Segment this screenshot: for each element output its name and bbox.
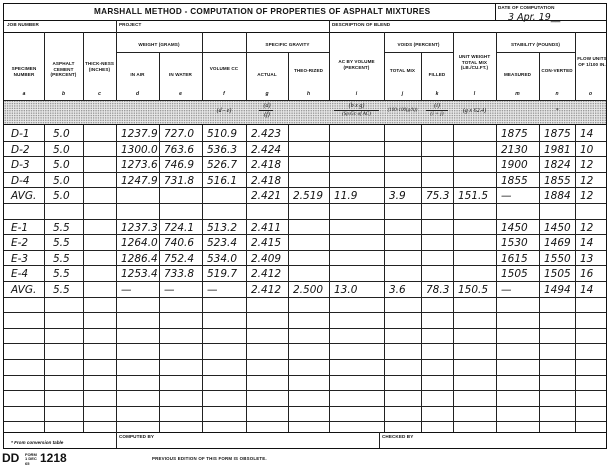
cell-j: 3.6 [389,284,406,296]
cell-n: 1884 [544,190,571,203]
table-row [4,283,606,299]
cell-o: 14 [580,128,594,140]
cell-b: 5.5 [53,268,70,281]
cell-b: 5.0 [53,159,70,172]
cell-m: 1900 [501,159,528,172]
form-small: FORM 1 DEC 65 [25,452,37,466]
cell-a: D-3 [11,159,30,172]
row-divider [4,421,606,422]
header-weight-group: WEIGHT (GRAMS) [138,42,180,47]
divider [116,432,117,448]
group-underline [496,52,575,53]
header-converted: CON-VERTED [541,68,573,73]
column-letter: e [179,91,182,97]
divider [116,20,117,32]
cell-o: 16 [580,268,594,281]
table-row [4,205,606,221]
cell-g: 2.421 [251,190,282,203]
cell-a: E-3 [11,252,29,265]
table-row [4,189,606,205]
cell-b: 5.5 [53,237,70,250]
divider [4,100,606,101]
cell-a: AVG. [11,190,37,203]
cell-e: 752.4 [164,252,195,265]
formula-filled-den: (i + j) [430,111,444,117]
cell-m: 1875 [501,128,528,140]
formula-volume: (d - e) [216,108,232,114]
cell-b: 5.5 [53,221,70,234]
marshall-form [3,3,607,449]
cell-n: 1875 [544,128,571,140]
cell-n: 1450 [544,221,571,234]
divider [4,20,606,21]
formula-ac-den: (Sp.Gr. of AC) [342,112,371,117]
cell-b: 5.0 [53,143,70,156]
cell-o: 12 [580,159,594,172]
row-divider [4,390,606,391]
formula-actual-num: (d) [263,103,271,109]
cell-g: 2.418 [251,159,282,172]
column-letter: l [473,91,476,97]
header-in-air: IN AIR [130,72,145,77]
cell-b: 5.5 [53,284,70,296]
column-letter: h [306,91,311,97]
cell-m: 1505 [501,268,528,281]
header-specimen-number: SPECIMEN NUMBER [11,66,37,77]
cell-m: 1615 [501,252,528,265]
cell-g: 2.424 [251,143,282,156]
table-row [4,267,606,283]
column-letter: f [223,91,225,97]
table-row [4,252,606,268]
cell-a: E-1 [11,221,29,234]
fraction-bar [334,110,379,111]
cell-f: 526.7 [207,159,238,172]
column-letter: i [355,91,358,97]
cell-d: 1273.6 [121,159,158,172]
cell-d: 1286.4 [121,252,158,265]
formula-unit-weight: (g x 62.4) [462,108,487,114]
formula-voids-total: (100-100(g/h)) [387,108,418,113]
table-row [4,174,606,190]
cell-g: 2.409 [251,252,282,265]
cell-g: 2.418 [251,174,282,187]
cell-k: 75.3 [426,190,450,203]
cell-f: 519.7 [207,268,238,281]
cell-b: 5.0 [53,190,70,203]
obsolete-note: PREVIOUS EDITION OF THIS FORM IS OBSOLETE. [152,456,267,461]
blend-label: DESCRIPTION OF BLEND [332,22,391,27]
divider [329,20,330,32]
table-row [4,127,606,143]
column-letter: c [98,91,101,97]
cell-g: 2.423 [251,128,282,140]
cell-b: 5.5 [53,252,70,265]
divider [379,432,380,448]
row-divider [4,406,606,407]
cell-f: 513.2 [207,221,238,234]
group-underline [384,52,453,53]
cell-e: — [164,284,175,296]
group-underline [116,52,246,53]
header-actual: ACTUAL [257,72,277,77]
row-divider [4,359,606,360]
cell-i: 11.9 [334,190,358,203]
column-letter: n [555,91,559,97]
fraction-bar [259,110,273,111]
column-letter: b [61,91,66,97]
date-value[interactable]: 3 Apr. 19__ [508,12,561,23]
checked-by-label: CHECKED BY [382,434,414,439]
header-voids-group: VOIDS (PERCENT) [397,42,440,47]
header-ac-by-volume: AC BY VOLUME (PERCENT) [338,59,375,70]
date-label: DATE OF COMPUTATION [498,5,555,10]
cell-m: — [501,190,512,203]
cell-g: 2.415 [251,237,282,250]
column-letter: o [588,91,593,97]
table-row [4,158,606,174]
cell-e: 731.8 [164,174,195,187]
cell-a: D-2 [11,143,30,156]
cell-i: 13.0 [334,284,358,296]
header-asphalt-cement: ASPHALT CEMENT (PERCENT) [50,61,77,78]
cell-e: 724.1 [164,221,195,234]
cell-f: 516.1 [207,174,238,187]
header-theorized: THEO-RIZED [293,68,324,73]
cell-n: 1505 [544,268,571,281]
header-total-mix: TOTAL MIX [389,68,416,73]
cell-f: 534.0 [207,252,238,265]
cell-e: 733.8 [164,268,195,281]
cell-d: 1237.3 [121,221,158,234]
cell-d: 1247.9 [121,174,158,187]
cell-m: 1450 [501,221,528,234]
cell-m: 1855 [501,174,528,187]
job-number-label: JOB NUMBER [7,22,39,27]
project-label: PROJECT [119,22,142,27]
cell-e: 746.9 [164,159,195,172]
cell-e: 727.0 [164,128,195,140]
cell-n: 1981 [544,143,571,156]
cell-g: 2.412 [251,268,282,281]
formula-actual-den: (f) [264,112,270,118]
row-divider [4,343,606,344]
column-letter: m [515,91,520,97]
cell-j: 3.9 [389,190,406,203]
header-unit-weight: UNIT WEIGHT TOTAL MIX (LB./CU.FT.) [458,54,491,71]
header-specific-gravity: SPECIFIC GRAVITY [265,42,310,47]
cell-o: 13 [580,252,594,265]
row-divider [4,328,606,329]
cell-a: D-4 [11,174,30,187]
cell-l: 150.5 [458,284,489,296]
header-volume: VOLUME CC [209,66,239,71]
cell-g: 2.412 [251,284,282,296]
header-stability-group: STABILITY (POUNDS) [510,42,561,47]
cell-n: 1550 [544,252,571,265]
cell-o: 12 [580,221,594,234]
table-row [4,143,606,159]
cell-l: 151.5 [458,190,489,203]
column-letter: a [22,91,26,97]
cell-m: 2130 [501,143,528,156]
formula-band [4,100,606,124]
divider [4,124,606,125]
divider [4,432,606,433]
cell-h: 2.500 [293,284,324,296]
form-title: MARSHALL METHOD - COMPUTATION OF PROPERTIES OF ASPHALT MIXTURES [94,7,431,16]
header-in-water: IN WATER [169,72,192,77]
column-letter: k [435,91,439,97]
column-letter: g [265,91,269,97]
table-row [4,221,606,237]
cell-b: 5.0 [53,174,70,187]
cell-a: E-2 [11,237,29,250]
cell-n: 1494 [544,284,571,296]
formula-filled-num: (i) [434,103,440,109]
divider [495,4,496,20]
row-divider [4,312,606,313]
header-flow: FLOW UNITS OF 1/100 IN. [577,56,607,67]
cell-d: 1237.9 [121,128,158,140]
cell-h: 2.519 [293,190,324,203]
cell-k: 78.3 [426,284,450,296]
cell-m: — [501,284,512,296]
cell-e: 763.6 [164,143,195,156]
cell-b: 5.0 [53,128,70,140]
formula-ac-num: (b x g) [348,103,365,109]
cell-d: 1264.0 [121,237,158,250]
cell-f: — [207,284,218,296]
cell-n: 1824 [544,159,571,172]
cell-f: 510.9 [207,128,238,140]
row-divider [4,375,606,376]
column-letter: j [401,91,404,97]
group-underline [246,52,329,53]
form-id: DD [2,451,20,465]
cell-n: 1855 [544,174,571,187]
footnote: * From conversion table [11,440,64,445]
cell-n: 1469 [544,237,571,250]
header-thickness: THICK-NESS (INCHES) [84,61,115,72]
formula-converted-mark: * [555,108,559,114]
cell-o: 12 [580,174,594,187]
cell-e: 740.6 [164,237,195,250]
cell-o: 14 [580,284,594,296]
header-measured: MEASURED [503,72,532,77]
divider [4,32,606,33]
cell-o: 12 [580,190,594,203]
cell-a: E-4 [11,268,29,281]
cell-d: — [121,284,132,296]
header-filled: FILLED [428,72,446,77]
cell-a: D-1 [11,128,30,140]
cell-a: AVG. [11,284,37,296]
cell-o: 14 [580,237,594,250]
cell-g: 2.411 [251,221,282,234]
cell-f: 536.3 [207,143,238,156]
cell-o: 10 [580,143,594,156]
cell-f: 523.4 [207,237,238,250]
cell-d: 1300.0 [121,143,158,156]
column-letter: d [135,91,140,97]
form-number: 1218 [40,451,67,465]
cell-m: 1530 [501,237,528,250]
table-row [4,236,606,252]
cell-d: 1253.4 [121,268,158,281]
computed-by-label: COMPUTED BY [119,434,155,439]
